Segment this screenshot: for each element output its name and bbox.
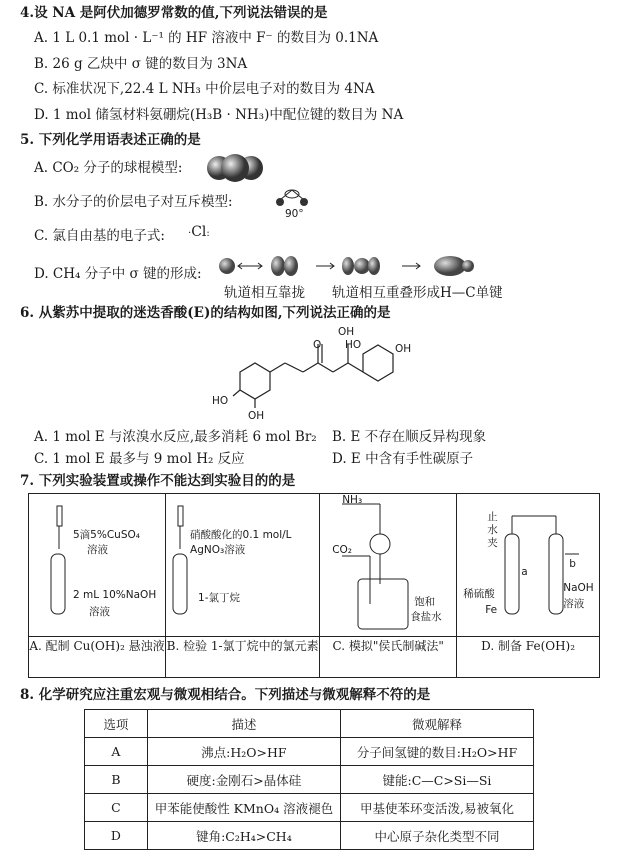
orbital-label-bond: 形成H—C单键 bbox=[413, 285, 503, 301]
caption-d: D. 制备 Fe(OH)₂ bbox=[457, 637, 600, 678]
q4-option-a: A. 1 L 0.1 mol · L⁻¹ 的 HF 溶液中 F⁻ 的数目为 0.1NA bbox=[34, 30, 379, 46]
q4-stem: 4.设 NA 是阿伏加德罗常数的值,下列说法错误的是 bbox=[20, 5, 328, 21]
apparatus-d bbox=[457, 494, 600, 637]
label-saturated: 饱和 bbox=[414, 596, 436, 608]
struct-label-oh-1: OH bbox=[338, 326, 355, 338]
struct-label-ho-1: HO bbox=[345, 339, 362, 351]
q6-stem: 6. 从紫苏中提取的迷迭香酸(E)的结构如图,下列说法正确的是 bbox=[20, 305, 391, 321]
label-brine: 食盐水 bbox=[410, 611, 442, 623]
q8-row-b-explanation: 键能:C—C>Si—Si bbox=[340, 766, 533, 794]
caption-a: A. 配制 Cu(OH)₂ 悬浊液 bbox=[29, 637, 166, 678]
q8-row-c-explanation: 甲基使苯环变活泼,易被氧化 bbox=[340, 794, 533, 822]
vsepr-angle-label: 90° bbox=[285, 208, 304, 220]
cl-radical-symbol: ·Cl: bbox=[188, 224, 210, 240]
q4-option-d: D. 1 mol 储氢材料氨硼烷(H₃B · NH₃)中配位键的数目为 NA bbox=[34, 107, 404, 123]
q8-row-d-explanation: 中心原子杂化类型不同 bbox=[340, 822, 533, 850]
struct-label-oh-2: OH bbox=[395, 343, 412, 355]
table-row bbox=[85, 794, 534, 822]
q6-option-c: C. 1 mol E 最多与 9 mol H₂ 反应 bbox=[34, 451, 245, 467]
fe-oh2-apparatus bbox=[457, 494, 599, 634]
label-naoh: 2 mL 10%NaOH bbox=[73, 589, 157, 601]
q6-option-b: B. E 不存在顺反异构现象 bbox=[332, 429, 487, 445]
sigma-bond-formation-diagram bbox=[212, 252, 487, 284]
label-naoh-d-solution: 溶液 bbox=[563, 598, 585, 610]
q8-header-explanation: 微观解释 bbox=[340, 710, 533, 738]
label-agno3: 硝酸酸化的0.1 mol/L bbox=[190, 529, 292, 541]
cl-symbol: Cl bbox=[191, 224, 207, 240]
label-agno3-solution: AgNO₃溶液 bbox=[190, 544, 246, 556]
dropper-test-tube-b bbox=[166, 494, 316, 634]
label-cuso4-solution: 溶液 bbox=[87, 544, 108, 556]
q5-option-a: A. CO₂ 分子的球棍模型: bbox=[34, 160, 183, 176]
label-cuso4: 5滴5%CuSO₄ bbox=[73, 529, 140, 541]
table-row bbox=[85, 766, 534, 794]
q8-row-c-option: C bbox=[85, 794, 148, 822]
q8-row-a-description: 沸点:H₂O>HF bbox=[147, 738, 340, 766]
q5-option-b: B. 水分子的价层电子对互斥模型: bbox=[34, 194, 233, 210]
label-fe: Fe bbox=[485, 604, 498, 616]
table-row bbox=[85, 822, 534, 850]
label-a: a bbox=[521, 566, 528, 578]
apparatus-b bbox=[166, 494, 320, 637]
struct-label-ho-2: HO bbox=[212, 395, 229, 407]
table-row bbox=[85, 738, 534, 766]
q8-header-row bbox=[85, 710, 534, 738]
label-stop-2: 水 bbox=[487, 524, 498, 536]
q6-option-d: D. E 中含有手性碳原子 bbox=[332, 451, 474, 467]
q6-option-a: A. 1 mol E 与浓溴水反应,最多消耗 6 mol Br₂ bbox=[34, 429, 317, 445]
q5-option-d: D. CH₄ 分子中 σ 键的形成: bbox=[34, 266, 202, 282]
q8-header-option: 选项 bbox=[85, 710, 148, 738]
struct-label-oh-3: OH bbox=[248, 410, 265, 422]
q4-option-b: B. 26 g 乙炔中 σ 键的数目为 3NA bbox=[34, 56, 248, 72]
caption-b: B. 检验 1-氯丁烷中的氯元素 bbox=[166, 637, 320, 678]
caption-c: C. 模拟"侯氏制碱法" bbox=[320, 637, 457, 678]
q8-row-b-description: 硬度:金刚石>晶体硅 bbox=[147, 766, 340, 794]
q8-row-d-option: D bbox=[85, 822, 148, 850]
q8-row-a-option: A bbox=[85, 738, 148, 766]
q7-stem: 7. 下列实验装置或操作不能达到实验目的的是 bbox=[20, 473, 296, 489]
q5-stem: 5. 下列化学用语表述正确的是 bbox=[20, 132, 201, 148]
q5-option-c: C. 氯自由基的电子式: bbox=[34, 228, 165, 244]
orbital-label-approach: 轨道相互靠拢 bbox=[224, 285, 305, 301]
label-naoh-d: NaOH bbox=[563, 582, 594, 594]
label-stop-1: 止 bbox=[487, 511, 498, 523]
q8-header-description: 描述 bbox=[147, 710, 340, 738]
q8-row-b-option: B bbox=[85, 766, 148, 794]
label-stop-3: 夹 bbox=[487, 537, 498, 549]
label-chlorobutane: 1-氯丁烷 bbox=[198, 592, 241, 604]
q4-option-c: C. 标准状况下,22.4 L NH₃ 中价层电子对的数目为 4NA bbox=[34, 81, 375, 97]
q8-row-a-explanation: 分子间氢键的数目:H₂O>HF bbox=[340, 738, 533, 766]
q8-stem: 8. 化学研究应注重宏观与微观相结合。下列描述与微观解释不符的是 bbox=[20, 687, 431, 703]
apparatus-c bbox=[320, 494, 457, 637]
label-nh3: NH₃ bbox=[342, 494, 363, 506]
orbital-label-overlap: 轨道相互重叠 bbox=[332, 285, 413, 301]
label-dilute-h2so4: 稀硫酸 bbox=[463, 588, 495, 600]
label-co2: CO₂ bbox=[332, 544, 352, 556]
q8-table bbox=[84, 709, 534, 850]
label-b: b bbox=[569, 558, 576, 570]
co2-ball-model bbox=[205, 150, 265, 186]
struct-label-o-1: O bbox=[313, 339, 322, 351]
q8-row-c-description: 甲苯能使酸性 KMnO₄ 溶液褪色 bbox=[147, 794, 340, 822]
q7-apparatus-table bbox=[28, 493, 600, 678]
label-naoh-solution: 溶液 bbox=[89, 606, 110, 618]
q8-row-d-description: 键角:C₂H₄>CH₄ bbox=[147, 822, 340, 850]
apparatus-a bbox=[29, 494, 166, 637]
